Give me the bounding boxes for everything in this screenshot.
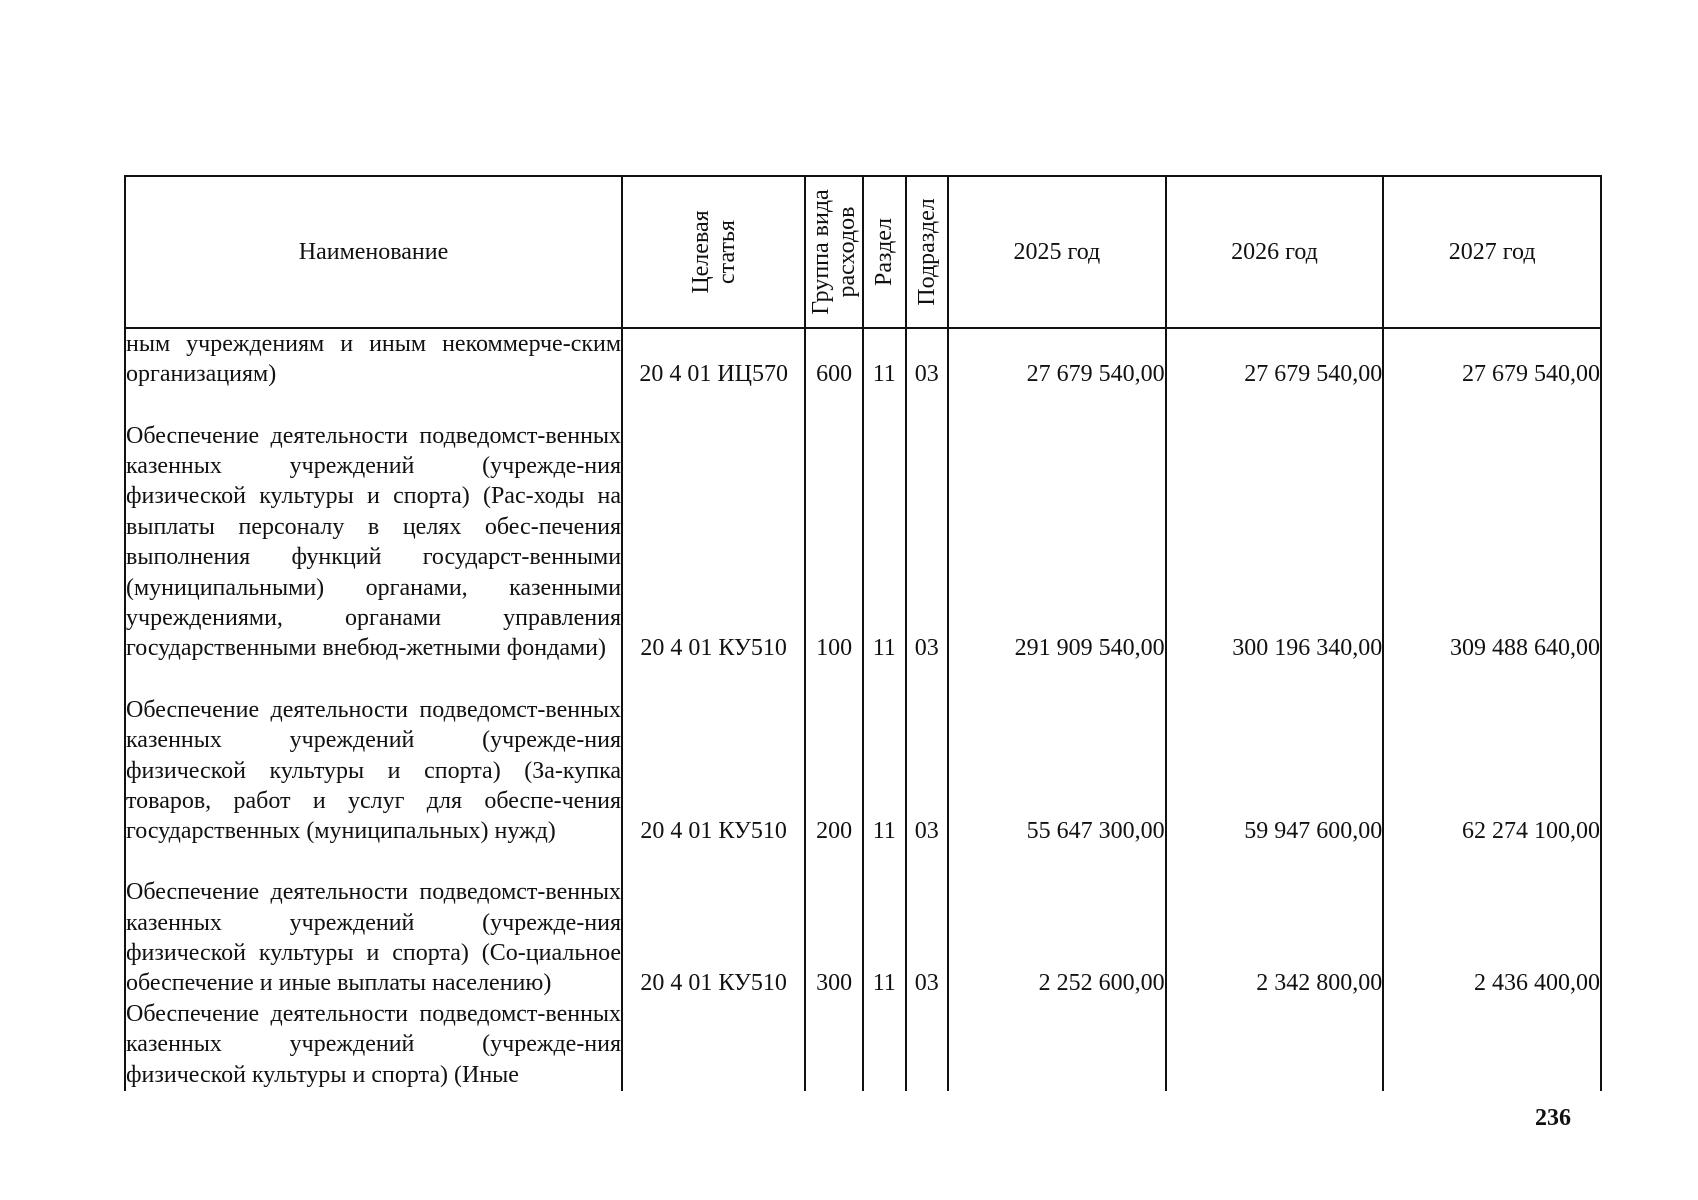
- row-amount-2026: 27 679 540,00: [1166, 328, 1384, 390]
- row-subsection: 03: [906, 328, 949, 390]
- row-subsection: 03: [906, 847, 949, 999]
- row-name: Обеспечение деятельности подведомст-венных казенных учреждений (учрежде-ния физической культуры и спорта) (За-купка товаров, работ и услуг для обеспе-чения государственных (муниципальных) нужд): [125, 664, 622, 847]
- row-amount-2027: 309 488 640,00: [1383, 390, 1601, 664]
- row-section: 11: [863, 664, 906, 847]
- header-subsection-label: Подраздел: [913, 198, 940, 306]
- header-target-article-label: Целевая статья: [687, 210, 740, 294]
- header-section-label: Раздел: [871, 218, 898, 286]
- row-expense-group: [805, 999, 863, 1091]
- row-section: 11: [863, 328, 906, 390]
- table-row: [125, 999, 1601, 1091]
- row-amount-2027: [1383, 999, 1601, 1091]
- header-year-2025: 2025 год: [948, 176, 1166, 328]
- row-amount-2027: 62 274 100,00: [1383, 664, 1601, 847]
- table-row: [125, 390, 1601, 664]
- row-name: ным учреждениям и иным некоммерче-ским организациям): [125, 328, 622, 390]
- header-section: [863, 176, 906, 328]
- row-target-article: [622, 999, 805, 1091]
- row-section: 11: [863, 847, 906, 999]
- row-subsection: 03: [906, 390, 949, 664]
- row-amount-2025: 2 252 600,00: [948, 847, 1166, 999]
- budget-table: [124, 175, 1602, 1091]
- header-year-2027: 2027 год: [1383, 176, 1601, 328]
- row-subsection: 03: [906, 664, 949, 847]
- header-expense-group: [805, 176, 863, 328]
- row-amount-2027: 27 679 540,00: [1383, 328, 1601, 390]
- row-name: Обеспечение деятельности подведомст-венных казенных учреждений (учрежде-ния физической культуры и спорта) (Рас-ходы на выплаты персоналу в целях обес-печения выполнения функций государст-венными (муниципальными) органами, казенными учреждениями, органами управления государственными внебюд-жетными фондами): [125, 390, 622, 664]
- header-subsection: [906, 176, 949, 328]
- header-target-article: [622, 176, 805, 328]
- row-subsection: [906, 999, 949, 1091]
- row-section: [863, 999, 906, 1091]
- table-row: [125, 328, 1601, 390]
- header-name: Наименование: [125, 176, 622, 328]
- row-target-article: 20 4 01 КУ510: [622, 847, 805, 999]
- row-amount-2026: 2 342 800,00: [1166, 847, 1384, 999]
- header-year-2026: 2026 год: [1166, 176, 1384, 328]
- row-amount-2026: 59 947 600,00: [1166, 664, 1384, 847]
- row-name: Обеспечение деятельности подведомст-венных казенных учреждений (учрежде-ния физической культуры и спорта) (Со-циальное обеспечение и иные выплаты населению): [125, 847, 622, 999]
- row-expense-group: 100: [805, 390, 863, 664]
- row-amount-2025: 291 909 540,00: [948, 390, 1166, 664]
- row-amount-2026: [1166, 999, 1384, 1091]
- table-row: [125, 847, 1601, 999]
- row-name: Обеспечение деятельности подведомст-венных казенных учреждений (учрежде-ния физической культуры и спорта) (Иные: [125, 999, 622, 1091]
- row-amount-2026: 300 196 340,00: [1166, 390, 1384, 664]
- row-target-article: 20 4 01 КУ510: [622, 390, 805, 664]
- row-amount-2025: [948, 999, 1166, 1091]
- row-expense-group: 200: [805, 664, 863, 847]
- row-target-article: 20 4 01 ИЦ570: [622, 328, 805, 390]
- row-target-article: 20 4 01 КУ510: [622, 664, 805, 847]
- header-expense-group-label: Группа вида расходов: [808, 189, 861, 315]
- row-amount-2027: 2 436 400,00: [1383, 847, 1601, 999]
- row-expense-group: 600: [805, 328, 863, 390]
- table-header-row: [125, 176, 1601, 328]
- row-section: 11: [863, 390, 906, 664]
- row-expense-group: 300: [805, 847, 863, 999]
- table-row: [125, 664, 1601, 847]
- row-amount-2025: 27 679 540,00: [948, 328, 1166, 390]
- row-amount-2025: 55 647 300,00: [948, 664, 1166, 847]
- page-number: 236: [1535, 1105, 1571, 1131]
